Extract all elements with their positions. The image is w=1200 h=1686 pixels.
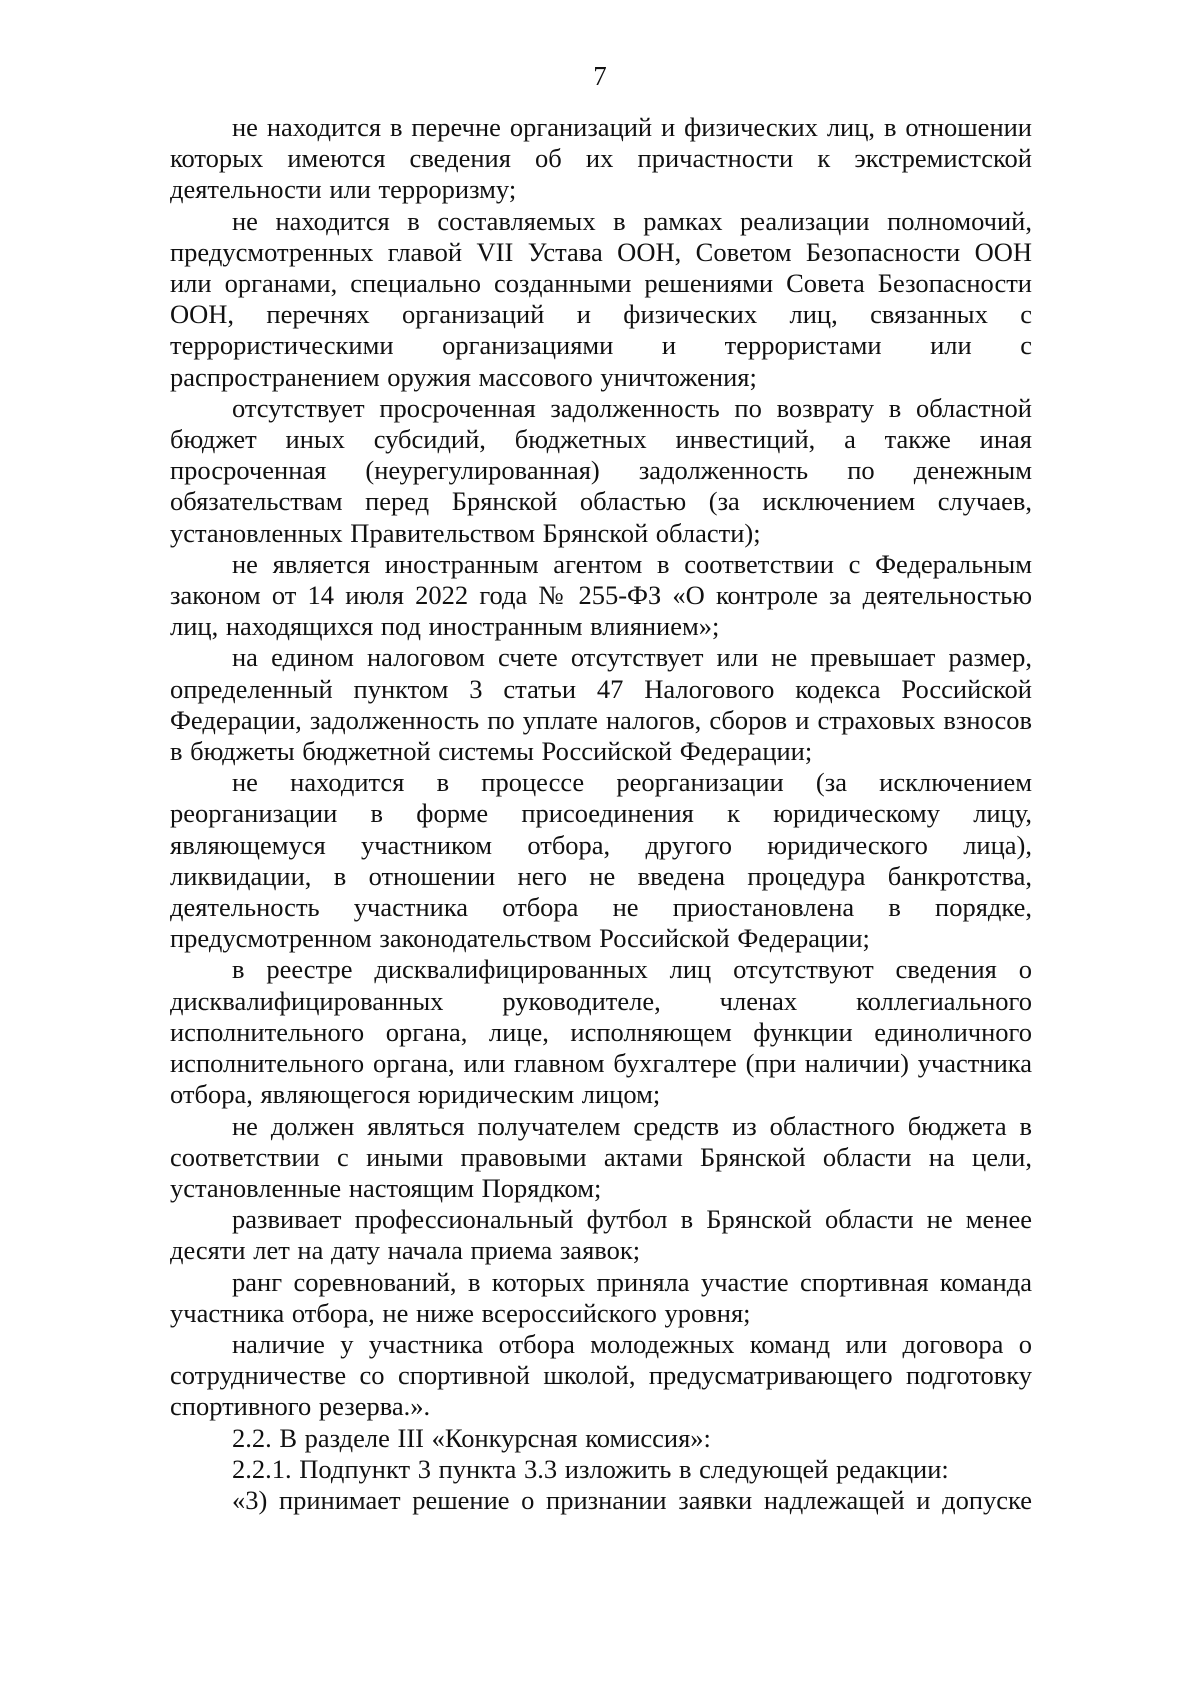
paragraph: не является иностранным агентом в соответствии с Федеральным законом от 14 июля 2022 года № 255-ФЗ «О контроле за деятельностью лиц, находящихся под иностранным влиянием»; [170, 548, 1032, 642]
section-heading-paragraph: 2.2. В разделе III «Конкурсная комиссия»: [232, 1422, 711, 1453]
paragraph: ранг соревнований, в которых приняла участие спортивная команда участника отбора, не ниже всероссийского уровня; [170, 1266, 1032, 1328]
subsection-paragraph: 2.2.1. Подпункт 3 пункта 3.3 изложить в следующей редакции: [232, 1453, 949, 1484]
paragraph: «3) принимает решение о признании заявки надлежащей и допуске [232, 1484, 1032, 1515]
paragraph: не находится в составляемых в рамках реализации полномочий, предусмотренных главой VII Устава ООН, Советом Безопасности ООН или органами, специально созданными решениями Совета Безопасности ООН, перечнях организаций и физических лиц, связанных с террористическими организациями и террористами или с распространением оружия массового уничтожения; [170, 205, 1032, 392]
paragraph: в реестре дисквалифицированных лиц отсутствуют сведения о дисквалифицированных руководителе, членах коллегиального исполнительного органа, лице, исполняющем функции единоличного исполнительного органа, или главном бухгалтере (при наличии) участника отбора, являющегося юридическим лицом; [170, 954, 1032, 1110]
paragraph: не находится в перечне организаций и физических лиц, в отношении которых имеются сведения об их причастности к экстремистской деятельности или терроризму; [170, 112, 1032, 205]
paragraph: наличие у участника отбора молодежных команд или договора о сотрудничестве со спортивной школой, предусматривающего подготовку спортивного резерва.». [170, 1328, 1032, 1422]
page-number: 7 [593, 61, 607, 91]
paragraph: развивает профессиональный футбол в Брянской области не менее десяти лет на дату начала приема заявок; [170, 1204, 1032, 1266]
paragraph: не находится в процессе реорганизации (за исключением реорганизации в форме присоединения к юридическому лицу, являющемуся участником отбора, другого юридического лица), ликвидации, в отношении него не введена процедура банкротства, деятельность участника отбора не приостановлена в порядке, предусмотренном законодательством Российской Федерации; [170, 767, 1032, 954]
document-body [170, 112, 1032, 1516]
paragraph: отсутствует просроченная задолженность по возврату в областной бюджет иных субсидий, бюджетных инвестиций, а также иная просроченная (неурегулированная) задолженность по денежным обязательствам перед Брянской областью (за исключением случаев, установленных Правительством Брянской области); [170, 392, 1032, 548]
paragraph: не должен являться получателем средств из областного бюджета в соответствии с иными правовыми актами Брянской области на цели, установленные настоящим Порядком; [170, 1110, 1032, 1203]
paragraph: на едином налоговом счете отсутствует или не превышает размер, определенный пунктом 3 статьи 47 Налогового кодекса Российской Федерации, задолженность по уплате налогов, сборов и страховых взносов в бюджеты бюджетной системы Российской Федерации; [170, 642, 1032, 767]
